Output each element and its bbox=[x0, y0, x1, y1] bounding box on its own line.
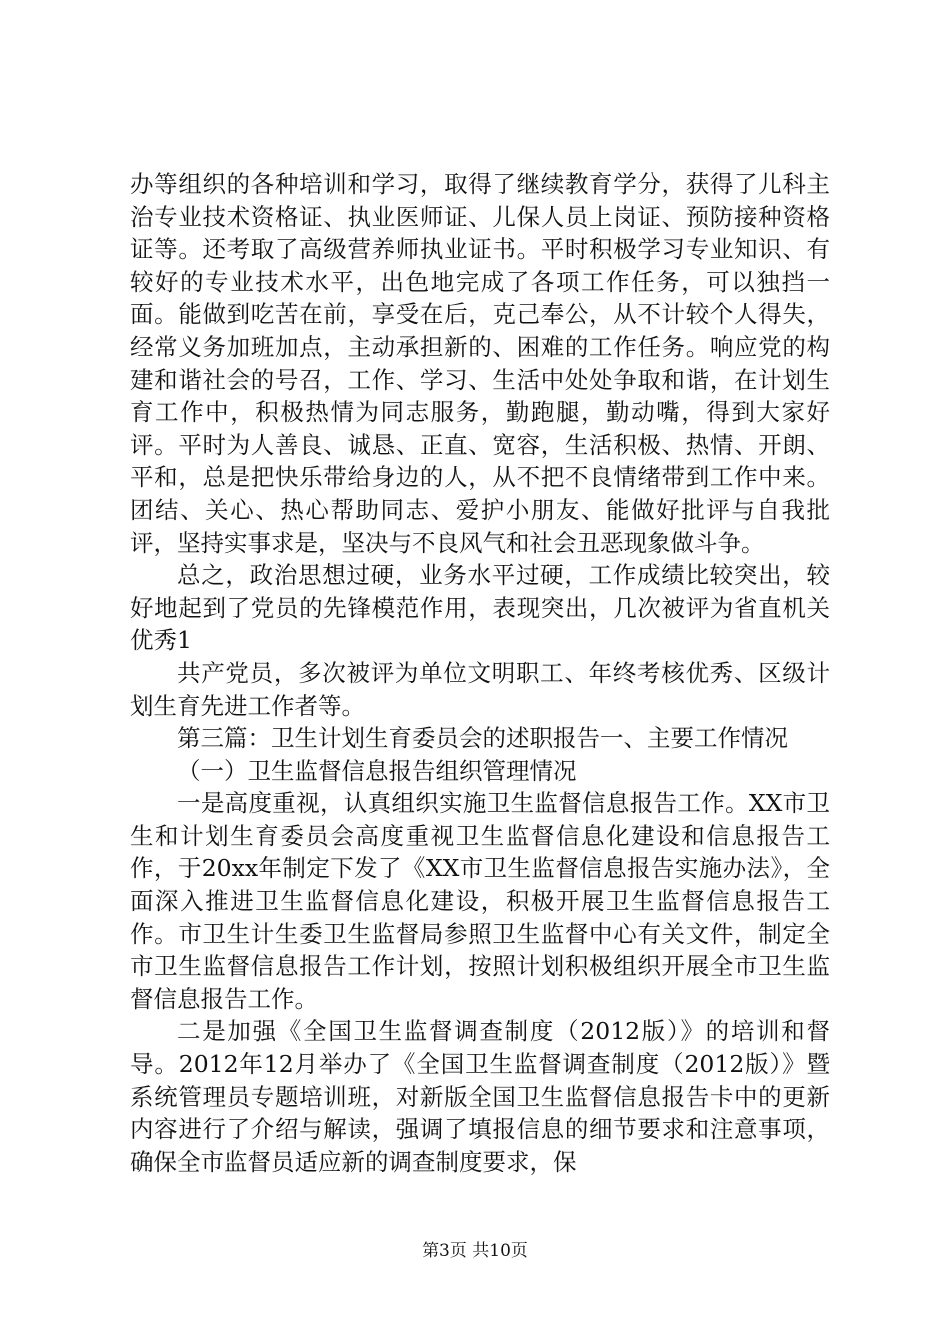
section-heading-part-three: 第三篇：卫生计划生育委员会的述职报告一、主要工作情况 bbox=[177, 724, 788, 753]
paragraph-point-one: 一是高度重视，认真组织实施卫生监督信息报告工作。XX市卫生和计划生育委员会高度重视卫生监督信息化建设和信息报告工作，于20xx年制定下发了《XX市卫生监督信息报告实施办法》，全面深入推进卫生监督信息化建设，积极开展卫生监督信息报告工作。市卫生计生委卫生监督局参照卫生监督中心有关文件，制定全市卫生监督信息报告工作计划，按照计划积极组织开展全市卫生监督信息报告工作。 bbox=[130, 789, 830, 1013]
paragraph-training: 办等组织的各种培训和学习，取得了继续教育学分，获得了儿科主治专业技术资格证、执业医师证、儿保人员上岗证、预防接种资格证等。还考取了高级营养师执业证书。平时积极学习专业知识、有较好的专业技术水平，出色地完成了各项工作任务，可以独挡一面。能做到吃苦在前，享受在后，克己奉公，从不计较个人得失，经常义务加班加点，主动承担新的、困难的工作任务。响应党的构建和谐社会的号召，工作、学习、生活中处处争取和谐，在计划生育工作中，积极热情为同志服务，勤跑腿，勤动嘴，得到大家好评。平时为人善良、诚恳、正直、宽容，生活积极、热情、开朗、平和，总是把快乐带给身边的人，从不把不良情绪带到工作中来。团结、关心、热心帮助同志、爱护小朋友、能做好批评与自我批评，坚持实事求是，坚决与不良风气和社会丑恶现象做斗争。 bbox=[130, 170, 830, 557]
subsection-heading-one: （一）卫生监督信息报告组织管理情况 bbox=[177, 756, 577, 785]
document-body bbox=[130, 168, 830, 1178]
page-footer: 第3页 共10页 bbox=[422, 1241, 528, 1261]
paragraph-point-two: 二是加强《全国卫生监督调查制度（2012版）》的培训和督导。2012年12月举办了《全国卫生监督调查制度（2012版）》暨系统管理员专题培训班，对新版全国卫生监督信息报告卡中的更新内容进行了介绍与解读，强调了填报信息的细节要求和注意事项，确保全市监督员适应新的调查制度要求，保 bbox=[130, 1017, 830, 1176]
paragraph-party-member: 共产党员，多次被评为单位文明职工、年终考核优秀、区级计划生育先进工作者等。 bbox=[130, 658, 830, 720]
paragraph-summary: 总之，政治思想过硬，业务水平过硬，工作成绩比较突出，较好地起到了党员的先锋模范作用，表现突出，几次被评为省直机关优秀1 bbox=[130, 561, 830, 655]
